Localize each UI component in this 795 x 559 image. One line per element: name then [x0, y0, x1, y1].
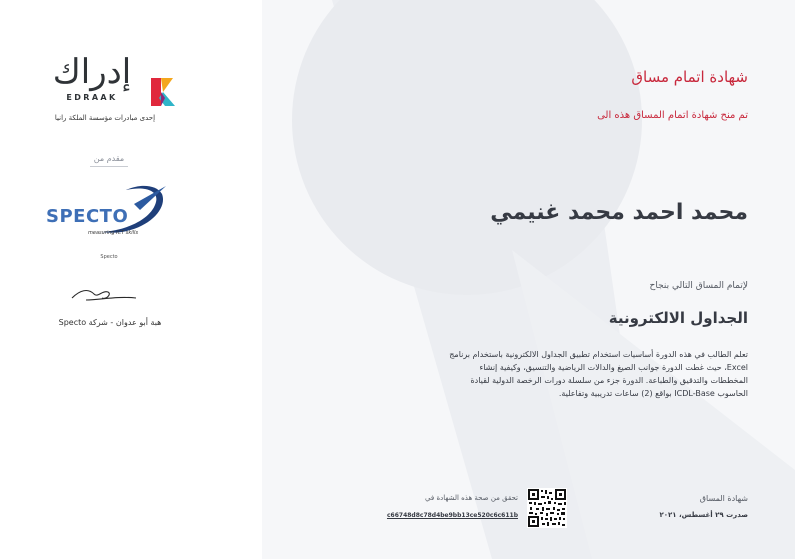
signature-image	[66, 282, 142, 306]
edraak-tagline: إحدى مبادرات مؤسسة الملكة رانيا	[54, 114, 156, 122]
presented-by-divider	[90, 166, 128, 167]
verification-label: تحقق من صحة هذه الشهادة في	[425, 494, 518, 502]
edraak-logo	[40, 52, 180, 112]
completion-intro: لإتمام المساق التالي بنجاح	[649, 281, 748, 291]
certificate-subheading: تم منح شهادة اتمام المساق هذه الى	[597, 110, 748, 121]
course-title: الجداول الالكترونية	[608, 309, 748, 327]
specto-logo	[44, 182, 174, 244]
edraak-logo-latin: EDRAAK	[66, 93, 118, 102]
verification-link[interactable]: c66748d8c78d4be9bb13ce520c6c611b	[386, 512, 518, 519]
qr-code-icon[interactable]	[527, 488, 567, 528]
issue-date: صدرت ٢٩ أغسطس، ٢٠٢١	[659, 511, 748, 519]
specto-logo-word: SPECTO	[46, 206, 129, 227]
edraak-logo-word: إدراك	[52, 52, 132, 92]
course-description: تعلم الطالب في هذه الدورة أساسيات استخدام تطبيق الجداول الالكترونية باستخدام برنامج Excel، حيث غطت الدورة جوانب الصيغ والدالات الرياضية والتنسيق، وكيفية إنشاء المخططات والتدقيق والطباعة. الدورة جزء من سلسلة دورات الرخصة الدولية لقيادة الحاسوب ICDL-Base بواقع (2) ساعات تدريبية وتفاعلية.	[449, 350, 748, 398]
specto-caption: Specto	[100, 254, 118, 260]
signer-name: هبة أبو عدوان - شركة Specto	[58, 318, 162, 327]
certificate-type-label: شهادة المساق	[699, 494, 748, 503]
presented-by-label: مقدم من	[93, 154, 125, 163]
edraak-mark-icon	[147, 76, 179, 110]
certificate-heading: شهادة اتمام مساق	[631, 68, 748, 86]
learner-name: محمد احمد محمد غنيمي	[490, 200, 748, 225]
specto-logo-subtitle: measuring ICT skills	[88, 230, 139, 236]
